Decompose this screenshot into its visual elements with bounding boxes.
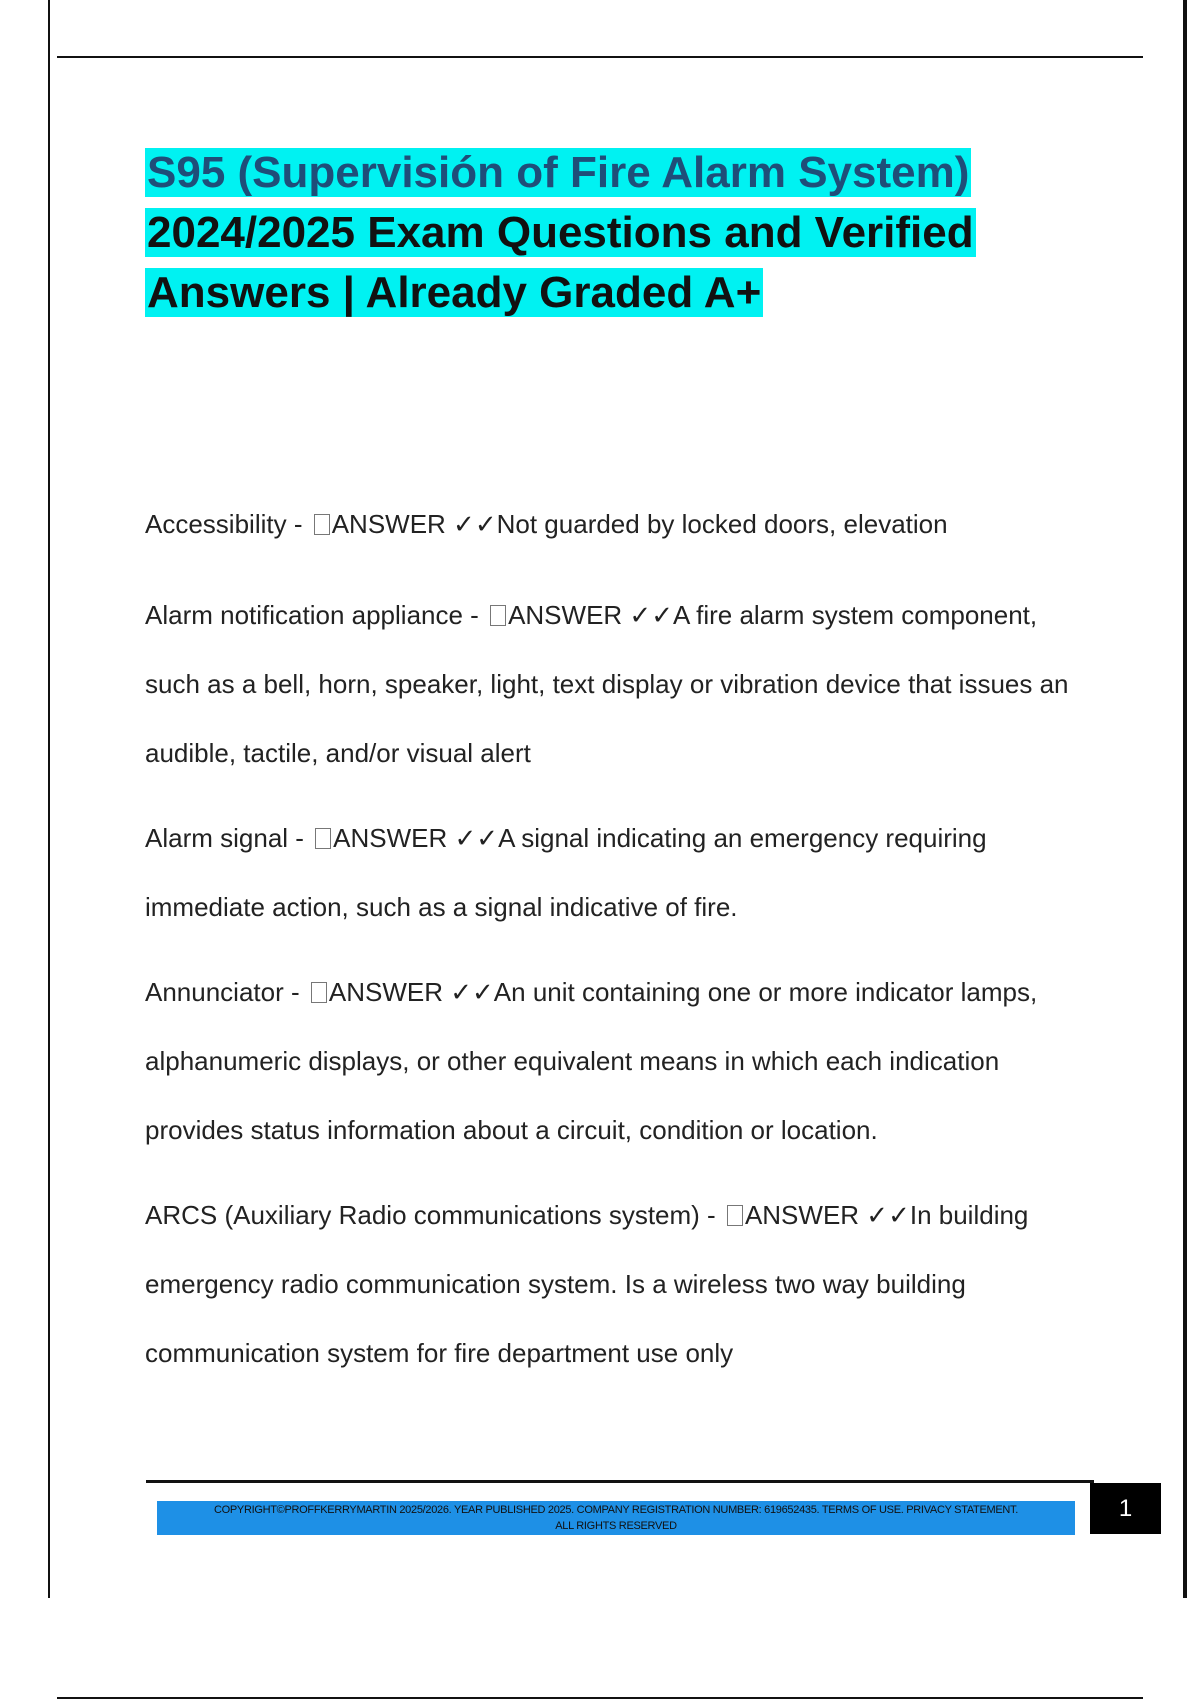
- qa-answer: A fire alarm system component, such as a bell, horn, speaker, light, text display or vibration device that issues an audible, tactile, and/or visual alert: [145, 600, 1069, 768]
- page-border-left: [48, 0, 50, 1598]
- answer-marker: ANSWER ✓✓: [508, 600, 673, 630]
- title-line-3: Answers | Already Graded A+: [147, 268, 762, 317]
- next-page-rule: [57, 1697, 1143, 1699]
- footer-copyright-line-1: COPYRIGHT©PROFFKERRYMARTIN 2025/2026. YEAR PUBLISHED 2025. COMPANY REGISTRATION NUMBER: 619652435. TERMS OF USE. PRIVACY STATEMENT.: [213, 1504, 1019, 1516]
- qa-answer: An unit containing one or more indicator lamps, alphanumeric displays, or other equivalent means in which each indication provides status information about a circuit, condition or location.: [145, 977, 1038, 1145]
- document-title: [145, 143, 1105, 323]
- answer-marker: ANSWER ✓✓: [328, 977, 494, 1007]
- qa-answer: Not guarded by locked doors, elevation: [496, 509, 948, 539]
- missing-glyph-icon: [727, 1205, 743, 1226]
- qa-term: Accessibility -: [145, 509, 310, 539]
- answer-marker: ANSWER ✓✓: [333, 823, 499, 853]
- missing-glyph-icon: [314, 514, 330, 535]
- missing-glyph-icon: [311, 982, 327, 1003]
- qa-entry: [145, 490, 1085, 559]
- missing-glyph-icon: [490, 605, 506, 626]
- qa-list: [145, 490, 1085, 1404]
- qa-entry: [145, 958, 1085, 1165]
- page-number: 1: [1090, 1483, 1161, 1534]
- answer-marker: ANSWER ✓✓: [744, 1200, 910, 1230]
- qa-answer: A signal indicating an emergency requiring immediate action, such as a signal indicative of fire.: [145, 823, 987, 922]
- qa-entry: [145, 1181, 1085, 1388]
- footer-copyright-line-2: ALL RIGHTS RESERVED: [555, 1520, 677, 1532]
- footer-rule: [146, 1480, 1094, 1483]
- title-line-2: 2024/2025 Exam Questions and Verified: [147, 208, 974, 257]
- qa-answer: In building emergency radio communication system. Is a wireless two way building communication system for fire department use only: [145, 1200, 1029, 1368]
- qa-entry: [145, 581, 1085, 788]
- qa-term: Alarm notification appliance -: [145, 600, 487, 630]
- footer-copyright: [157, 1502, 1075, 1534]
- title-line-1: S95 (Supervisión of Fire Alarm System): [147, 148, 970, 197]
- page-border-right: [1183, 0, 1187, 1598]
- qa-term: Alarm signal -: [145, 823, 312, 853]
- missing-glyph-icon: [315, 828, 331, 849]
- header-rule: [57, 56, 1143, 58]
- answer-marker: ANSWER ✓✓: [331, 509, 497, 539]
- qa-entry: [145, 804, 1085, 942]
- qa-term: ARCS (Auxiliary Radio communications system) -: [145, 1200, 723, 1230]
- qa-term: Annunciator -: [145, 977, 307, 1007]
